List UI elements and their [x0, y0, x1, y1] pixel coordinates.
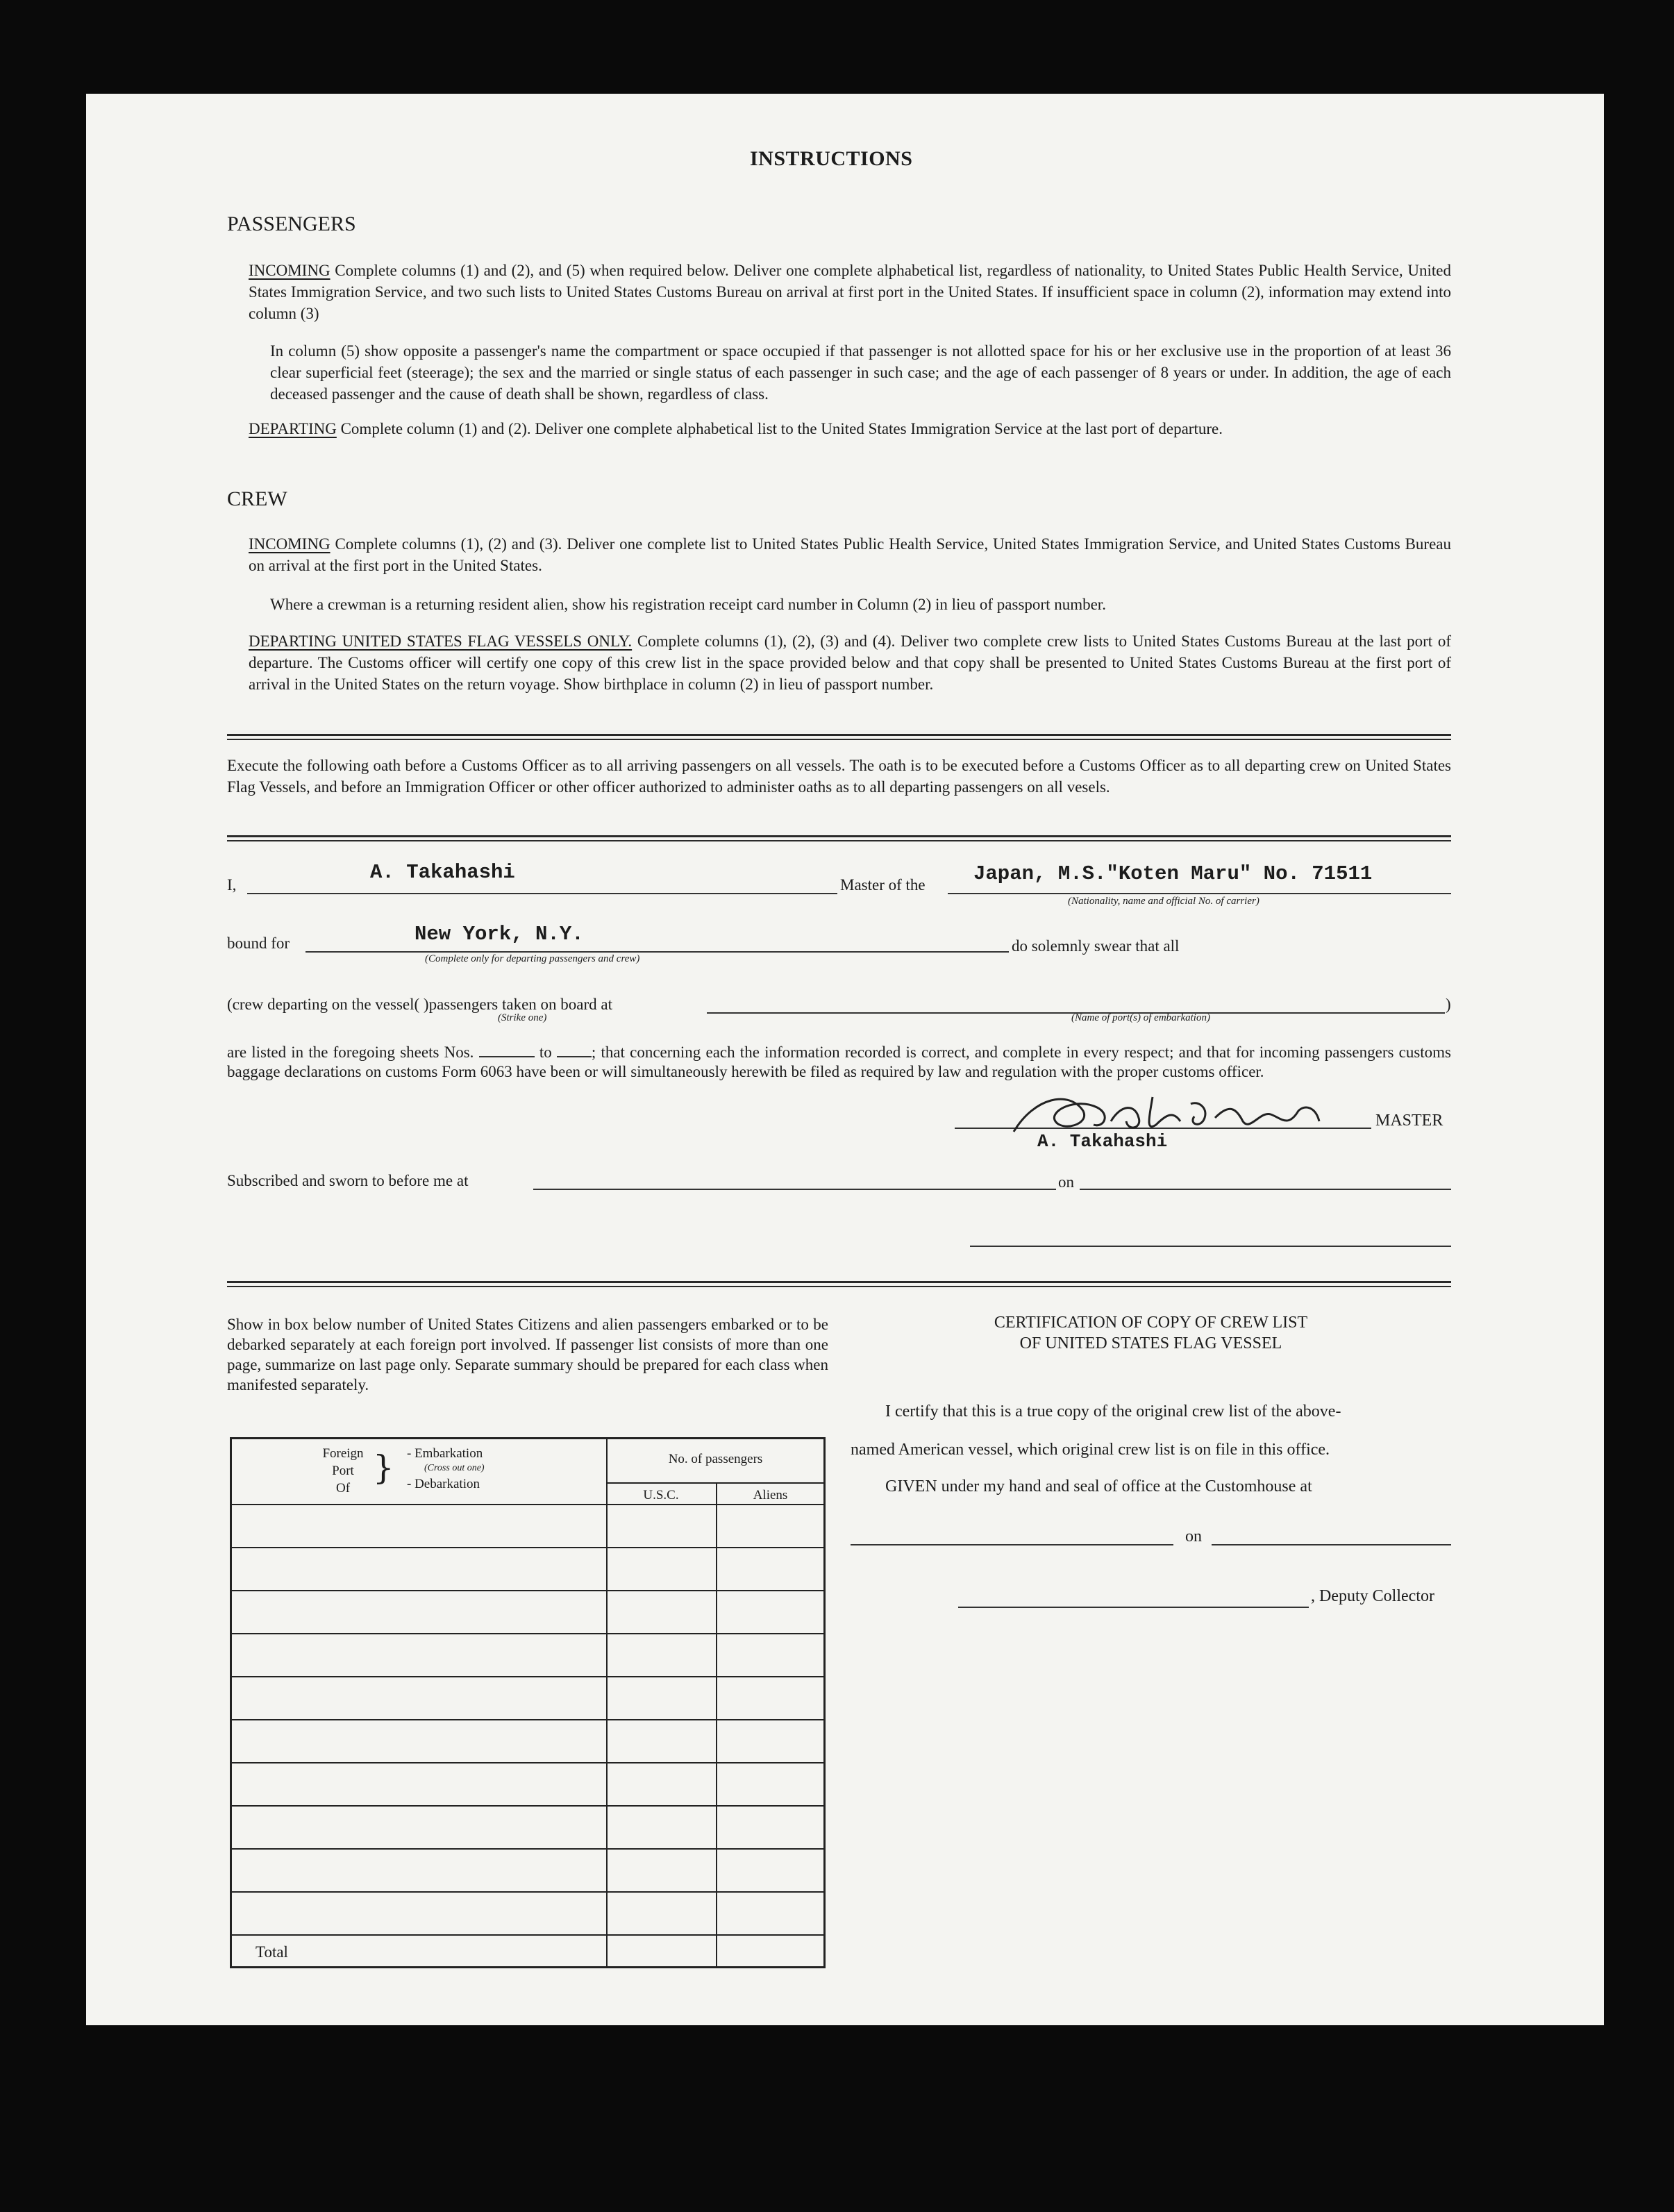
certification-title — [851, 1312, 1451, 1354]
passengers-incoming-paragraph — [249, 260, 1451, 324]
master-of-label: Master of the — [840, 876, 926, 894]
i-label: I, — [227, 876, 237, 894]
divider — [227, 739, 1451, 740]
crew-heading: CREW — [227, 487, 287, 510]
page-title: INSTRUCTIONS — [750, 147, 913, 170]
table-row-line — [232, 1504, 823, 1505]
table-row-line — [232, 1547, 823, 1548]
divider — [227, 1286, 1451, 1287]
summary-instructions: Show in box below number of United States Citizens and alien passengers embarked or to be debarked separately at each foreign port involved. If passenger list consists of more than one page, summarize on last page only. Separate summary should be prepared for each class when manifested separately. — [227, 1316, 828, 1393]
passengers-incoming-text: Complete columns (1) and (2), and (5) when required below. Deliver one complete alphabetical list, regardless of nationality, to United States Public Health Service, United States Immigration Service, and two such lists to United States Customs Bureau on arrival at first port in the United States. If insufficient space in column (2), information may extend into column (3) — [249, 262, 1451, 322]
bound-for-caption: (Complete only for departing passengers and crew) — [425, 953, 640, 964]
certification-title-line1: CERTIFICATION OF COPY OF CREW LIST — [994, 1314, 1308, 1332]
table-row-line — [232, 1934, 823, 1936]
table-row-line — [232, 1590, 823, 1591]
crew-incoming-paragraph — [249, 533, 1451, 576]
divider — [227, 1281, 1451, 1283]
brace-icon: } — [373, 1448, 394, 1487]
passengers-column5-text: In column (5) show opposite a passenger's name the compartment or space occupied if that passenger is not allotted space for his or her exclusive use in the proportion of at least 36 clear superficial feet (steerage); the sex and the married or single status of each passenger in such case; and the age of each passenger of 8 years or under. In addition, the age of each deceased passenger and the cause of death shall be shown, regardless of class. — [270, 342, 1451, 403]
crew-departing-text: (crew departing on the vessel( )passengers taken on board at — [227, 996, 612, 1013]
carrier-caption: (Nationality, name and official No. of carrier) — [1068, 896, 1259, 907]
certification-date-field[interactable] — [1212, 1520, 1451, 1545]
crew-incoming-label: INCOMING — [249, 535, 330, 553]
master-name-field[interactable] — [247, 869, 837, 894]
certification-text-1: I certify that this is a true copy of the original crew list of the above- — [885, 1402, 1341, 1421]
deputy-collector-signature-field[interactable] — [958, 1583, 1309, 1608]
col-usc: U.S.C. — [643, 1488, 679, 1502]
bound-for-field[interactable] — [305, 928, 1009, 953]
table-row-line — [232, 1633, 823, 1634]
table-col-divider — [716, 1482, 717, 1966]
col-no-of-passengers: No. of passengers — [668, 1452, 763, 1466]
subscribed-label: Subscribed and sworn to before me at — [227, 1172, 469, 1189]
table-row-line — [232, 1676, 823, 1677]
signature-typed-name: A. Takahashi — [1037, 1131, 1168, 1152]
swear-text: do solemnly swear that all — [1012, 937, 1180, 955]
carrier-value: Japan, M.S."Koten Maru" No. 71511 — [973, 862, 1373, 885]
passengers-departing-text: Complete column (1) and (2). Deliver one complete alphabetical list to the United States Immigration Service at the last port of departure. — [340, 420, 1223, 437]
table-row-line — [232, 1762, 823, 1763]
col-foreign-line1: Foreign — [322, 1446, 364, 1461]
deputy-collector-label: , Deputy Collector — [1311, 1587, 1434, 1605]
crew-departing-paragraph — [249, 630, 1451, 695]
crew-departing-label: DEPARTING UNITED STATES FLAG VESSELS ONLY. — [249, 632, 633, 650]
crew-departing-text: Complete columns (1), (2), (3) and (4). Deliver two complete crew lists to United States Customs Bureau at the last port of departure. The Customs officer will certify one copy of this crew list in the space provided below and that copy shall be presented to United States Customs Bureau at the first port of arrival in the United States on the return voyage. Show birthplace in column (2) in lieu of passport number. — [249, 632, 1451, 693]
customhouse-field[interactable] — [851, 1520, 1173, 1545]
table-header-subline — [606, 1482, 823, 1484]
col-foreign-port-of — [315, 1445, 371, 1497]
certification-text-3: GIVEN under my hand and seal of office at the Customhouse at — [885, 1477, 1312, 1495]
table-row-line — [232, 1719, 823, 1720]
table-row-line — [232, 1805, 823, 1807]
col-aliens: Aliens — [753, 1488, 788, 1502]
strike-caption: (Strike one) — [498, 1012, 547, 1023]
subscribed-place-field[interactable] — [533, 1165, 1056, 1190]
certification-title-line2: OF UNITED STATES FLAG VESSEL — [1019, 1334, 1282, 1352]
divider — [227, 840, 1451, 841]
certification-text-2: named American vessel, which original crew list is on file in this office. — [851, 1441, 1330, 1459]
passengers-heading: PASSENGERS — [227, 212, 356, 235]
sheet-to-field[interactable] — [557, 1056, 592, 1057]
col-foreign-line2: Port — [332, 1464, 354, 1478]
embarkation-caption: (Name of port(s) of embarkation) — [1071, 1012, 1210, 1023]
officer-signature-field[interactable] — [970, 1222, 1451, 1247]
bound-for-label: bound for — [227, 935, 290, 952]
passenger-summary-table — [230, 1437, 826, 1968]
sheets-rest-text: ; that concerning each the information recorded is correct, and complete in every respect; and that for incoming passengers customs baggage declarations on customs Form 6063 have been or will simultaneously herewith be filed as required by law and regulation with the proper customs officer. — [227, 1044, 1451, 1080]
bound-for-value: New York, N.Y. — [415, 923, 584, 946]
divider — [227, 734, 1451, 736]
table-col-divider — [606, 1439, 608, 1966]
col-cross-out: (Cross out one) — [424, 1463, 485, 1473]
subscribed-date-field[interactable] — [1080, 1165, 1451, 1190]
passengers-incoming-label: INCOMING — [249, 262, 330, 279]
certification-on-label: on — [1185, 1527, 1202, 1545]
table-row-line — [232, 1891, 823, 1893]
master-label: MASTER — [1375, 1112, 1443, 1130]
total-label: Total — [256, 1943, 288, 1961]
sheets-paragraph — [227, 1043, 1451, 1082]
crew-resident-text: Where a crewman is a returning resident alien, show his registration receipt card number in Column (2) in lieu of passport number. — [270, 596, 1106, 613]
sheets-to-label: to — [539, 1044, 552, 1061]
close-paren: ) — [1446, 996, 1451, 1013]
divider — [227, 835, 1451, 837]
subscribed-on-label: on — [1058, 1173, 1074, 1191]
sheets-prefix: are listed in the foregoing sheets Nos. — [227, 1044, 474, 1061]
col-debarkation: - Debarkation — [407, 1477, 480, 1491]
embarkation-port-field[interactable] — [707, 989, 1445, 1014]
col-embarkation: - Embarkation — [407, 1446, 483, 1461]
passengers-departing-label: DEPARTING — [249, 420, 337, 437]
col-foreign-line3: Of — [335, 1481, 351, 1495]
crew-incoming-text: Complete columns (1), (2) and (3). Deliver one complete list to United States Public Health Service, United States Immigration Service, and United States Customs Bureau on arrival at the first port in the United States. — [249, 535, 1451, 574]
passengers-departing-paragraph — [249, 418, 1451, 439]
oath-intro: Execute the following oath before a Customs Officer as to all arriving passengers on all vessels. The oath is to be executed before a Customs Officer as to all departing crew on United States Flag Vessels, and before an Immigration Officer or other officer authorized to administer oaths as to all departing passengers on all vesels. — [227, 757, 1451, 796]
table-row-line — [232, 1848, 823, 1850]
master-name-value: A. Takahashi — [370, 861, 515, 884]
sheet-from-field[interactable] — [479, 1056, 535, 1057]
